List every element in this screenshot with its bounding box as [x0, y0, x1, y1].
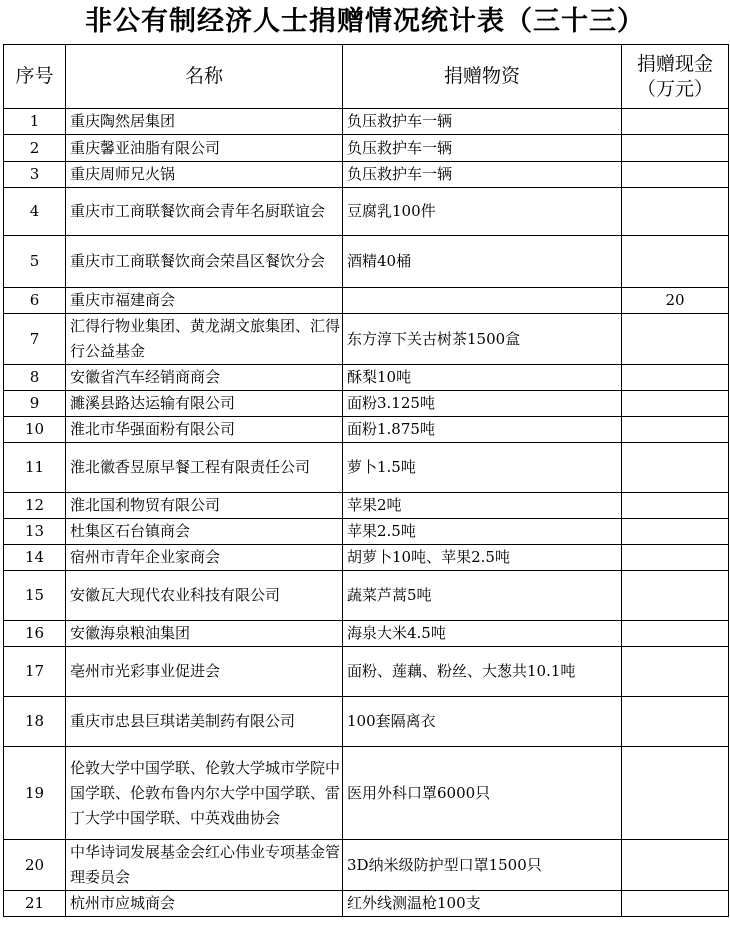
row-index: 1	[4, 109, 66, 135]
table-row	[4, 647, 729, 697]
row-index: 12	[4, 493, 66, 519]
row-goods: 东方淳下关古树茶1500盒	[343, 314, 622, 365]
table-row	[4, 365, 729, 391]
row-name: 安徽海泉粮油集团	[66, 621, 343, 647]
row-name: 淮北市华强面粉有限公司	[66, 417, 343, 443]
row-name: 安徽瓦大现代农业科技有限公司	[66, 571, 343, 621]
row-goods: 苹果2吨	[343, 493, 622, 519]
row-cash	[622, 135, 729, 162]
row-goods: 负压救护车一辆	[343, 162, 622, 188]
table-row	[4, 391, 729, 417]
table-row	[4, 840, 729, 891]
row-cash	[622, 109, 729, 135]
table-row	[4, 109, 729, 135]
row-goods: 酒精40桶	[343, 236, 622, 288]
row-goods	[343, 288, 622, 314]
table-row	[4, 135, 729, 162]
row-cash	[622, 519, 729, 545]
row-cash	[622, 236, 729, 288]
row-name: 安徽省汽车经销商商会	[66, 365, 343, 391]
row-goods: 面粉1.875吨	[343, 417, 622, 443]
row-cash	[622, 647, 729, 697]
row-cash	[622, 417, 729, 443]
row-cash: 20	[622, 288, 729, 314]
row-name: 伦敦大学中国学联、伦敦大学城市学院中国学联、伦敦布鲁内尔大学中国学联、雷丁大学中国学联、中英戏曲协会	[66, 747, 343, 840]
row-index: 4	[4, 188, 66, 236]
row-name: 淮北国利物贸有限公司	[66, 493, 343, 519]
row-goods: 蔬菜芦蒿5吨	[343, 571, 622, 621]
row-index: 11	[4, 443, 66, 493]
table-row	[4, 519, 729, 545]
row-index: 3	[4, 162, 66, 188]
row-goods: 负压救护车一辆	[343, 109, 622, 135]
row-cash	[622, 697, 729, 747]
row-goods: 医用外科口罩6000只	[343, 747, 622, 840]
row-goods: 面粉、莲藕、粉丝、大葱共10.1吨	[343, 647, 622, 697]
row-index: 18	[4, 697, 66, 747]
row-name: 重庆周师兄火锅	[66, 162, 343, 188]
table-row	[4, 288, 729, 314]
row-goods: 胡萝卜10吨、苹果2.5吨	[343, 545, 622, 571]
row-goods: 面粉3.125吨	[343, 391, 622, 417]
table-row	[4, 747, 729, 840]
row-goods: 红外线测温枪100支	[343, 891, 622, 917]
row-cash	[622, 571, 729, 621]
row-index: 6	[4, 288, 66, 314]
row-index: 5	[4, 236, 66, 288]
row-goods: 酥梨10吨	[343, 365, 622, 391]
row-name: 淮北徽香昱原早餐工程有限责任公司	[66, 443, 343, 493]
table-body	[4, 109, 729, 917]
row-name: 重庆陶然居集团	[66, 109, 343, 135]
row-goods: 海泉大米4.5吨	[343, 621, 622, 647]
table-row	[4, 443, 729, 493]
row-index: 20	[4, 840, 66, 891]
row-name: 重庆馨亚油脂有限公司	[66, 135, 343, 162]
row-index: 13	[4, 519, 66, 545]
row-name: 重庆市工商联餐饮商会荣昌区餐饮分会	[66, 236, 343, 288]
row-cash	[622, 891, 729, 917]
row-index: 2	[4, 135, 66, 162]
row-cash	[622, 314, 729, 365]
row-cash	[622, 621, 729, 647]
donation-table	[3, 44, 729, 917]
row-name: 汇得行物业集团、黄龙湖文旅集团、汇得行公益基金	[66, 314, 343, 365]
row-index: 21	[4, 891, 66, 917]
row-cash	[622, 747, 729, 840]
row-name: 亳州市光彩事业促进会	[66, 647, 343, 697]
table-row	[4, 162, 729, 188]
row-goods: 苹果2.5吨	[343, 519, 622, 545]
row-cash	[622, 365, 729, 391]
row-cash	[622, 545, 729, 571]
row-cash	[622, 840, 729, 891]
row-index: 9	[4, 391, 66, 417]
row-cash	[622, 493, 729, 519]
row-index: 8	[4, 365, 66, 391]
table-row	[4, 417, 729, 443]
row-cash	[622, 162, 729, 188]
row-index: 14	[4, 545, 66, 571]
row-index: 16	[4, 621, 66, 647]
row-cash	[622, 188, 729, 236]
row-index: 10	[4, 417, 66, 443]
row-name: 重庆市福建商会	[66, 288, 343, 314]
table-row	[4, 891, 729, 917]
row-index: 7	[4, 314, 66, 365]
row-goods: 负压救护车一辆	[343, 135, 622, 162]
table-row	[4, 493, 729, 519]
table-row	[4, 621, 729, 647]
row-index: 15	[4, 571, 66, 621]
header-goods: 捐赠物资	[343, 45, 622, 109]
row-name: 重庆市忠县巨琪诺美制药有限公司	[66, 697, 343, 747]
row-index: 19	[4, 747, 66, 840]
header-row	[4, 45, 729, 109]
table-row	[4, 188, 729, 236]
row-goods: 豆腐乳100件	[343, 188, 622, 236]
row-goods: 3D纳米级防护型口罩1500只	[343, 840, 622, 891]
row-cash	[622, 391, 729, 417]
row-name: 濉溪县路达运输有限公司	[66, 391, 343, 417]
row-name: 宿州市青年企业家商会	[66, 545, 343, 571]
row-name: 杭州市应城商会	[66, 891, 343, 917]
row-name: 杜集区石台镇商会	[66, 519, 343, 545]
header-name: 名称	[66, 45, 343, 109]
table-row	[4, 697, 729, 747]
row-name: 中华诗词发展基金会红心伟业专项基金管理委员会	[66, 840, 343, 891]
page-title: 非公有制经济人士捐赠情况统计表（三十三）	[85, 6, 645, 37]
table-row	[4, 314, 729, 365]
table-row	[4, 571, 729, 621]
table-row	[4, 236, 729, 288]
header-index: 序号	[4, 45, 66, 109]
row-goods: 100套隔离衣	[343, 697, 622, 747]
header-cash: 捐赠现金（万元）	[622, 45, 729, 109]
row-name: 重庆市工商联餐饮商会青年名厨联谊会	[66, 188, 343, 236]
row-cash	[622, 443, 729, 493]
row-index: 17	[4, 647, 66, 697]
row-goods: 萝卜1.5吨	[343, 443, 622, 493]
table-row	[4, 545, 729, 571]
